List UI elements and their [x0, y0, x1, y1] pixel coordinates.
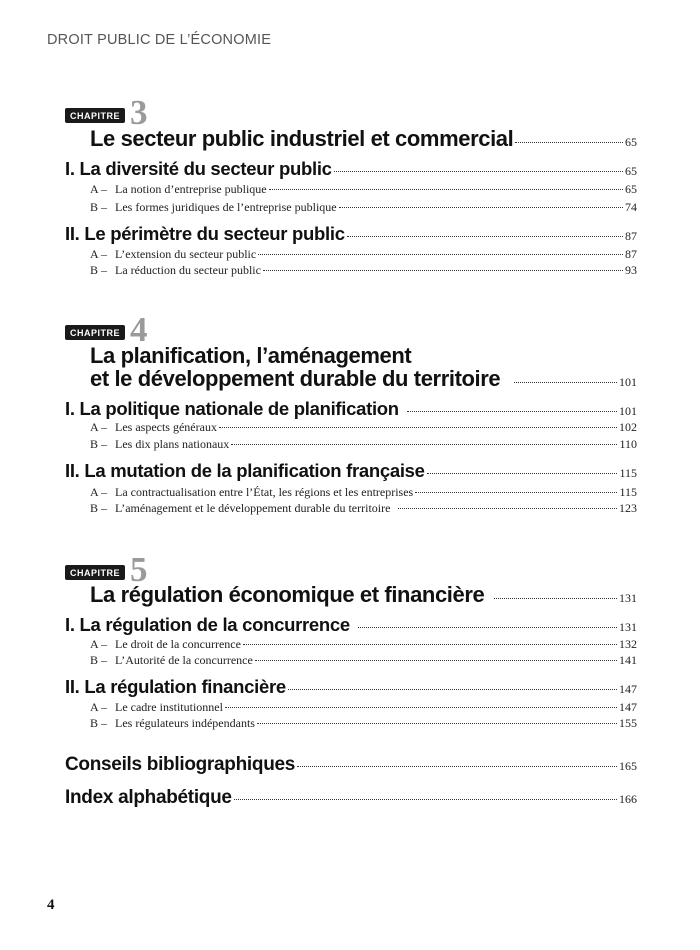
toc-subsection[interactable]	[90, 437, 637, 452]
toc-subsection[interactable]	[90, 420, 637, 435]
dot-leader	[297, 766, 617, 767]
dot-leader	[269, 189, 623, 190]
subsection-letter: A –	[90, 485, 108, 499]
subsection-title	[90, 700, 223, 715]
dot-leader	[427, 473, 618, 474]
toc-subsection[interactable]	[90, 501, 637, 516]
chapter-number: 5	[130, 550, 148, 589]
toc-subsection[interactable]	[90, 200, 637, 215]
subsection-letter: A –	[90, 420, 108, 434]
chapter-badge: CHAPITRE	[65, 565, 125, 580]
dot-leader	[334, 171, 623, 172]
page-ref: 115	[619, 466, 637, 480]
subsection-text: La réduction du secteur public	[115, 263, 261, 277]
subsection-letter: B –	[90, 716, 108, 730]
subsection-text: Les formes juridiques de l’entreprise publique	[115, 200, 337, 214]
subsection-title	[90, 653, 253, 668]
toc-subsection[interactable]	[90, 247, 637, 262]
toc-section[interactable]	[65, 460, 637, 482]
dot-leader	[407, 411, 617, 412]
dot-leader	[288, 689, 617, 690]
subsection-title	[90, 716, 255, 731]
section-title: II. Le périmètre du secteur public	[65, 223, 345, 244]
toc-chapter-5[interactable]	[90, 582, 637, 608]
section-title: II. La régulation financière	[65, 676, 286, 697]
subsection-title	[90, 182, 267, 197]
chapter-badge: CHAPITRE	[65, 108, 125, 123]
section-title: II. La mutation de la planification française	[65, 460, 425, 481]
subsection-letter: B –	[90, 437, 108, 451]
subsection-text: L’Autorité de la concurrence	[115, 653, 253, 667]
dot-leader	[231, 444, 617, 445]
subsection-title	[90, 637, 241, 652]
chapter-title: La régulation économique et financière	[90, 582, 485, 607]
toc-subsection[interactable]	[90, 700, 637, 715]
page-ref: 65	[625, 135, 637, 149]
page-ref: 74	[625, 200, 637, 214]
dot-leader	[514, 382, 617, 383]
toc-section[interactable]	[65, 614, 637, 636]
dot-leader	[339, 207, 623, 208]
dot-leader	[234, 799, 617, 800]
subsection-title	[90, 501, 390, 516]
page-ref: 115	[619, 485, 637, 499]
toc-chapter-4[interactable]	[90, 366, 637, 392]
toc-index[interactable]	[65, 787, 637, 809]
toc-subsection[interactable]	[90, 653, 637, 668]
subsection-title	[90, 247, 256, 262]
page-ref: 131	[619, 591, 637, 605]
subsection-letter: B –	[90, 200, 108, 214]
back-matter-title: Conseils bibliographiques	[65, 754, 296, 775]
page-ref: 166	[619, 792, 637, 806]
page-ref: 147	[619, 682, 637, 696]
page-ref: 165	[619, 759, 637, 773]
subsection-letter: B –	[90, 653, 108, 667]
subsection-letter: A –	[90, 700, 108, 714]
dot-leader	[263, 270, 623, 271]
chapter-number: 3	[130, 93, 148, 132]
subsection-text: Le cadre institutionnel	[115, 700, 223, 714]
page-ref: 87	[625, 229, 637, 243]
toc-subsection[interactable]	[90, 263, 637, 278]
page-number: 4	[47, 897, 55, 913]
section-title: I. La régulation de la concurrence	[65, 614, 350, 635]
toc-subsection[interactable]	[90, 637, 637, 652]
back-matter-title: Index alphabétique	[65, 787, 232, 808]
toc-chapter-3[interactable]	[90, 126, 637, 152]
page-ref: 141	[619, 653, 637, 667]
subsection-title	[90, 263, 261, 278]
page-ref: 87	[625, 247, 637, 261]
page-ref: 155	[619, 716, 637, 730]
dot-leader	[358, 627, 617, 628]
toc-section[interactable]	[65, 398, 637, 420]
subsection-text: Les régulateurs indépendants	[115, 716, 255, 730]
subsection-text: Les dix plans nationaux	[115, 437, 230, 451]
dot-leader	[258, 254, 623, 255]
dot-leader	[257, 723, 617, 724]
page-ref: 132	[619, 637, 637, 651]
subsection-title	[90, 485, 413, 500]
page-ref: 102	[619, 420, 637, 434]
section-title: I. La diversité du secteur public	[65, 158, 332, 179]
dot-leader	[347, 236, 623, 237]
subsection-title	[90, 420, 217, 435]
page-ref: 101	[619, 375, 637, 389]
subsection-letter: B –	[90, 263, 108, 277]
chapter-number: 4	[130, 310, 148, 349]
dot-leader	[225, 707, 617, 708]
page-ref: 123	[619, 501, 637, 515]
chapter-title-line2: et le développement durable du territoire	[90, 366, 501, 391]
chapter-title-line1: La planification, l’aménagement	[90, 343, 412, 368]
dot-leader	[243, 644, 617, 645]
page-ref: 101	[619, 404, 637, 418]
subsection-text: La contractualisation entre l’État, les régions et les entreprises	[115, 485, 414, 499]
toc-subsection[interactable]	[90, 182, 637, 197]
dot-leader	[219, 427, 617, 428]
chapter-title: Le secteur public industriel et commercial	[90, 126, 514, 151]
subsection-text: L’extension du secteur public	[115, 247, 257, 261]
page-ref: 93	[625, 263, 637, 277]
page-ref: 131	[619, 620, 637, 634]
subsection-letter: A –	[90, 182, 108, 196]
subsection-letter: B –	[90, 501, 108, 515]
subsection-text: Le droit de la concurrence	[115, 637, 241, 651]
dot-leader	[515, 142, 623, 143]
toc-section[interactable]	[65, 223, 637, 245]
subsection-title	[90, 437, 229, 452]
subsection-letter: A –	[90, 637, 108, 651]
toc-bibliography[interactable]	[65, 754, 637, 776]
page-ref: 65	[625, 164, 637, 178]
subsection-text: Les aspects généraux	[115, 420, 217, 434]
dot-leader	[255, 660, 617, 661]
dot-leader	[398, 508, 617, 509]
running-head: DROIT PUBLIC DE L’ÉCONOMIE	[47, 32, 272, 48]
dot-leader	[415, 492, 617, 493]
page-ref: 65	[625, 182, 637, 196]
page-ref: 110	[619, 437, 637, 451]
subsection-title	[90, 200, 337, 215]
page-ref: 147	[619, 700, 637, 714]
toc-section[interactable]	[65, 158, 637, 180]
subsection-letter: A –	[90, 247, 108, 261]
chapter-badge: CHAPITRE	[65, 325, 125, 340]
subsection-text: L’aménagement et le développement durable du territoire	[115, 501, 391, 515]
section-title: I. La politique nationale de planification	[65, 398, 399, 419]
toc-subsection[interactable]	[90, 485, 637, 500]
dot-leader	[494, 598, 617, 599]
subsection-text: La notion d’entreprise publique	[115, 182, 267, 196]
toc-subsection[interactable]	[90, 716, 637, 731]
toc-section[interactable]	[65, 676, 637, 698]
